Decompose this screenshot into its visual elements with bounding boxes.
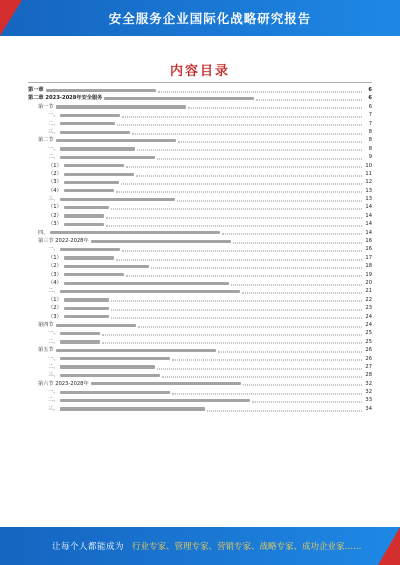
toc-page-number: 6: [368, 95, 372, 102]
toc-dot-leader: [126, 167, 362, 168]
toc-entry-number: 二、: [48, 397, 59, 404]
toc-dot-leader: [188, 108, 362, 109]
toc-entry[interactable]: [28, 111, 372, 119]
toc-entry-title-blurred: [60, 340, 100, 343]
toc-dot-leader: [102, 343, 362, 344]
toc-dot-leader: [111, 309, 362, 310]
toc-dot-leader: [121, 183, 362, 184]
toc-page-number: 12: [365, 179, 372, 186]
toc-entry-title-blurred: [60, 391, 170, 394]
toc-entry-title-blurred: [56, 324, 136, 327]
toc-entry-title-blurred: [64, 256, 114, 259]
toc-entry[interactable]: [28, 187, 372, 195]
toc-entry-number: 四、: [38, 229, 49, 236]
toc-entry[interactable]: [28, 229, 372, 237]
toc-entry[interactable]: [28, 136, 372, 144]
toc-page-number: 34: [365, 405, 372, 412]
toc-page-number: 26: [365, 355, 372, 362]
toc-entry-title-blurred: [91, 382, 241, 385]
toc-entry-title-blurred: [60, 365, 155, 368]
toc-page-number: 18: [365, 263, 372, 270]
table-of-contents: [28, 86, 372, 413]
footer-slogan-right: 行业专家、管理专家、营销专家、战略专家、成功企业家……: [132, 542, 362, 552]
header-banner: [0, 0, 400, 36]
toc-entry[interactable]: [28, 145, 372, 153]
toc-entry[interactable]: [28, 178, 372, 186]
toc-entry-title-blurred: [56, 349, 216, 352]
toc-dot-leader: [106, 225, 362, 226]
toc-dot-leader: [126, 276, 362, 277]
toc-entry[interactable]: [28, 296, 372, 304]
toc-entry-number: 第二章 2023-2028年安全服务: [28, 95, 103, 102]
toc-page-number: 32: [365, 380, 372, 387]
toc-entry[interactable]: [28, 279, 372, 287]
report-title: 安全服务企业国际化战略研究报告: [108, 11, 312, 26]
toc-entry-title-blurred: [50, 231, 220, 234]
toc-entry-title-blurred: [56, 139, 176, 142]
toc-dot-leader: [157, 368, 362, 369]
toc-page-number: 24: [365, 321, 372, 328]
toc-entry-number: 第四节: [38, 321, 54, 328]
toc-dot-leader: [117, 125, 362, 126]
toc-entry-number: （4）: [48, 279, 62, 286]
toc-entry-title-blurred: [64, 173, 134, 176]
toc-entry-number: 二、: [48, 288, 59, 295]
toc-page-number: 33: [365, 397, 372, 404]
toc-entry[interactable]: [28, 203, 372, 211]
toc-dot-leader: [111, 318, 362, 319]
toc-divider: [28, 82, 372, 83]
toc-entry-number: 一、: [48, 112, 59, 119]
toc-entry[interactable]: [28, 262, 372, 270]
toc-entry[interactable]: [28, 321, 372, 329]
toc-entry-number: 二、: [48, 338, 59, 345]
toc-entry-number: 三、: [48, 405, 59, 412]
toc-entry[interactable]: [28, 380, 372, 388]
toc-entry-title-blurred: [60, 357, 170, 360]
toc-entry-number: 三、: [48, 196, 59, 203]
toc-dot-leader: [138, 326, 362, 327]
toc-dot-leader: [231, 284, 362, 285]
toc-page-number: 21: [365, 288, 372, 295]
toc-entry-title-blurred: [60, 114, 120, 117]
toc-dot-leader: [222, 234, 362, 235]
toc-entry-title-blurred: [60, 147, 135, 150]
toc-entry[interactable]: [28, 170, 372, 178]
toc-entry-number: 第二节: [38, 137, 54, 144]
toc-page-number: 6: [368, 103, 372, 110]
toc-entry-title-blurred: [64, 164, 124, 167]
toc-dot-leader: [177, 200, 362, 201]
toc-entry[interactable]: [28, 212, 372, 220]
toc-page-number: 27: [365, 363, 372, 370]
toc-entry-number: （3）: [48, 271, 62, 278]
toc-entry[interactable]: [28, 195, 372, 203]
toc-entry-number: 第三节 2022-2028年: [38, 238, 89, 245]
toc-dot-leader: [111, 209, 362, 210]
toc-dot-leader: [111, 301, 362, 302]
toc-entry-number: 一、: [48, 246, 59, 253]
toc-entry-number: 第一节: [38, 103, 54, 110]
toc-entry[interactable]: [28, 329, 372, 337]
toc-page-number: 20: [365, 279, 372, 286]
toc-dot-leader: [102, 335, 362, 336]
toc-entry-number: 一、: [48, 355, 59, 362]
toc-entry-title-blurred: [60, 407, 205, 410]
toc-dot-leader: [243, 385, 362, 386]
toc-entry-number: （2）: [48, 263, 62, 270]
toc-dot-leader: [178, 142, 362, 143]
toc-page-number: 11: [365, 170, 372, 177]
toc-entry-title-blurred: [64, 189, 114, 192]
toc-page-number: 6: [368, 87, 372, 93]
toc-entry[interactable]: [28, 103, 372, 111]
toc-dot-leader: [172, 393, 362, 394]
toc-entry[interactable]: [28, 86, 372, 94]
footer-accent-stripe: [378, 527, 400, 565]
toc-dot-leader: [116, 192, 362, 193]
toc-entry-title-blurred: [64, 298, 109, 301]
toc-entry-number: 二、: [48, 120, 59, 127]
toc-entry[interactable]: [28, 120, 372, 128]
toc-heading: 内容目录: [169, 64, 230, 79]
toc-entry-title-blurred: [64, 265, 149, 268]
toc-page-number: 22: [365, 296, 372, 303]
toc-page-number: 28: [365, 372, 372, 379]
toc-entry-number: （1）: [48, 296, 62, 303]
toc-dot-leader: [132, 133, 362, 134]
toc-dot-leader: [207, 410, 362, 411]
toc-page-number: 14: [365, 212, 372, 219]
toc-dot-leader: [136, 175, 362, 176]
toc-dot-leader: [137, 150, 362, 151]
toc-entry-title-blurred: [64, 181, 119, 184]
toc-entry-title-blurred: [60, 399, 250, 402]
toc-entry-title-blurred: [46, 89, 156, 92]
toc-entry-title-blurred: [60, 156, 155, 159]
toc-page-number: 8: [368, 145, 372, 152]
footer-slogan-left: 让每个人都能成为: [52, 542, 125, 552]
toc-entry-number: 第一章: [28, 87, 44, 93]
toc-entry[interactable]: [28, 94, 372, 102]
toc-entry-title-blurred: [60, 332, 100, 335]
toc-entry-title-blurred: [60, 248, 120, 251]
toc-page-number: 26: [365, 347, 372, 354]
toc-entry-number: 一、: [48, 389, 59, 396]
toc-dot-leader: [122, 251, 362, 252]
toc-entry[interactable]: [28, 237, 372, 245]
toc-entry[interactable]: [28, 346, 372, 354]
toc-entry-title-blurred: [60, 374, 160, 377]
toc-page-number: 23: [365, 305, 372, 312]
toc-entry-number: （1）: [48, 162, 62, 169]
toc-entry[interactable]: [28, 271, 372, 279]
toc-page-number: 14: [365, 221, 372, 228]
toc-page-number: 17: [365, 254, 372, 261]
toc-entry[interactable]: [28, 371, 372, 379]
toc-entry-number: （3）: [48, 179, 62, 186]
toc-entry-number: 一、: [48, 330, 59, 337]
toc-entry-number: （2）: [48, 170, 62, 177]
toc-entry[interactable]: [28, 153, 372, 161]
toc-entry[interactable]: [28, 162, 372, 170]
toc-entry[interactable]: [28, 363, 372, 371]
toc-entry-title-blurred: [60, 131, 130, 134]
toc-dot-leader: [151, 267, 362, 268]
toc-page-number: 7: [368, 120, 372, 127]
toc-entry-title-blurred: [64, 206, 109, 209]
toc-entry[interactable]: [28, 313, 372, 321]
toc-entry[interactable]: [28, 388, 372, 396]
toc-dot-leader: [256, 100, 362, 101]
toc-page-number: 13: [365, 196, 372, 203]
toc-entry-title-blurred: [64, 223, 104, 226]
toc-page-number: 14: [365, 229, 372, 236]
toc-entry-number: 二、: [48, 363, 59, 370]
toc-entry-number: 第六节 2023-2028年: [38, 380, 89, 387]
toc-entry-number: （2）: [48, 212, 62, 219]
toc-page-number: 16: [365, 246, 372, 253]
toc-page-number: 24: [365, 313, 372, 320]
toc-page-number: 32: [365, 389, 372, 396]
toc-entry-title-blurred: [56, 105, 186, 108]
toc-dot-leader: [172, 360, 362, 361]
toc-entry-number: （1）: [48, 204, 62, 211]
toc-entry-title-blurred: [91, 240, 231, 243]
toc-dot-leader: [252, 402, 362, 403]
toc-dot-leader: [122, 116, 362, 117]
toc-entry-title-blurred: [60, 290, 240, 293]
toc-entry-title-blurred: [64, 214, 104, 217]
toc-entry-title-blurred: [64, 273, 124, 276]
toc-page-number: 10: [365, 162, 372, 169]
toc-entry-number: 一、: [48, 145, 59, 152]
toc-page-number: 13: [365, 187, 372, 194]
toc-entry-title-blurred: [60, 198, 175, 201]
toc-entry[interactable]: [28, 355, 372, 363]
toc-dot-leader: [116, 259, 362, 260]
toc-dot-leader: [106, 217, 362, 218]
toc-entry[interactable]: [28, 405, 372, 413]
toc-page-number: 8: [368, 128, 372, 135]
toc-dot-leader: [162, 376, 362, 377]
toc-dot-leader: [218, 351, 362, 352]
toc-dot-leader: [158, 91, 362, 92]
toc-entry[interactable]: [28, 338, 372, 346]
toc-page-number: 9: [368, 154, 372, 161]
toc-entry[interactable]: [28, 245, 372, 253]
header-accent-stripe: [0, 0, 22, 36]
toc-entry-number: （4）: [48, 187, 62, 194]
toc-entry[interactable]: [28, 396, 372, 404]
toc-entry[interactable]: [28, 220, 372, 228]
toc-entry-number: 三、: [48, 372, 59, 379]
toc-page-number: 8: [368, 137, 372, 144]
toc-entry-number: 第五节: [38, 347, 54, 354]
toc-page-number: 7: [368, 112, 372, 119]
toc-page-number: 16: [365, 238, 372, 245]
toc-dot-leader: [242, 293, 362, 294]
toc-entry[interactable]: [28, 128, 372, 136]
toc-entry-number: 三、: [48, 128, 59, 135]
toc-entry-number: （1）: [48, 254, 62, 261]
toc-entry-title-blurred: [60, 122, 115, 125]
toc-page-number: 14: [365, 204, 372, 211]
toc-entry[interactable]: [28, 287, 372, 295]
toc-page-number: 25: [365, 330, 372, 337]
toc-entry-title-blurred: [64, 282, 229, 285]
toc-dot-leader: [233, 242, 362, 243]
toc-entry-title-blurred: [64, 315, 109, 318]
toc-dot-leader: [157, 158, 362, 159]
toc-page-number: 19: [365, 271, 372, 278]
toc-entry[interactable]: [28, 304, 372, 312]
toc-entry-title-blurred: [64, 307, 109, 310]
toc-entry-number: （3）: [48, 313, 62, 320]
toc-entry-number: 二、: [48, 154, 59, 161]
toc-page-number: 25: [365, 338, 372, 345]
toc-entry-number: （3）: [48, 221, 62, 228]
footer-banner: [0, 527, 400, 565]
toc-entry-title-blurred: [104, 97, 254, 100]
toc-entry[interactable]: [28, 254, 372, 262]
toc-entry-number: （2）: [48, 305, 62, 312]
